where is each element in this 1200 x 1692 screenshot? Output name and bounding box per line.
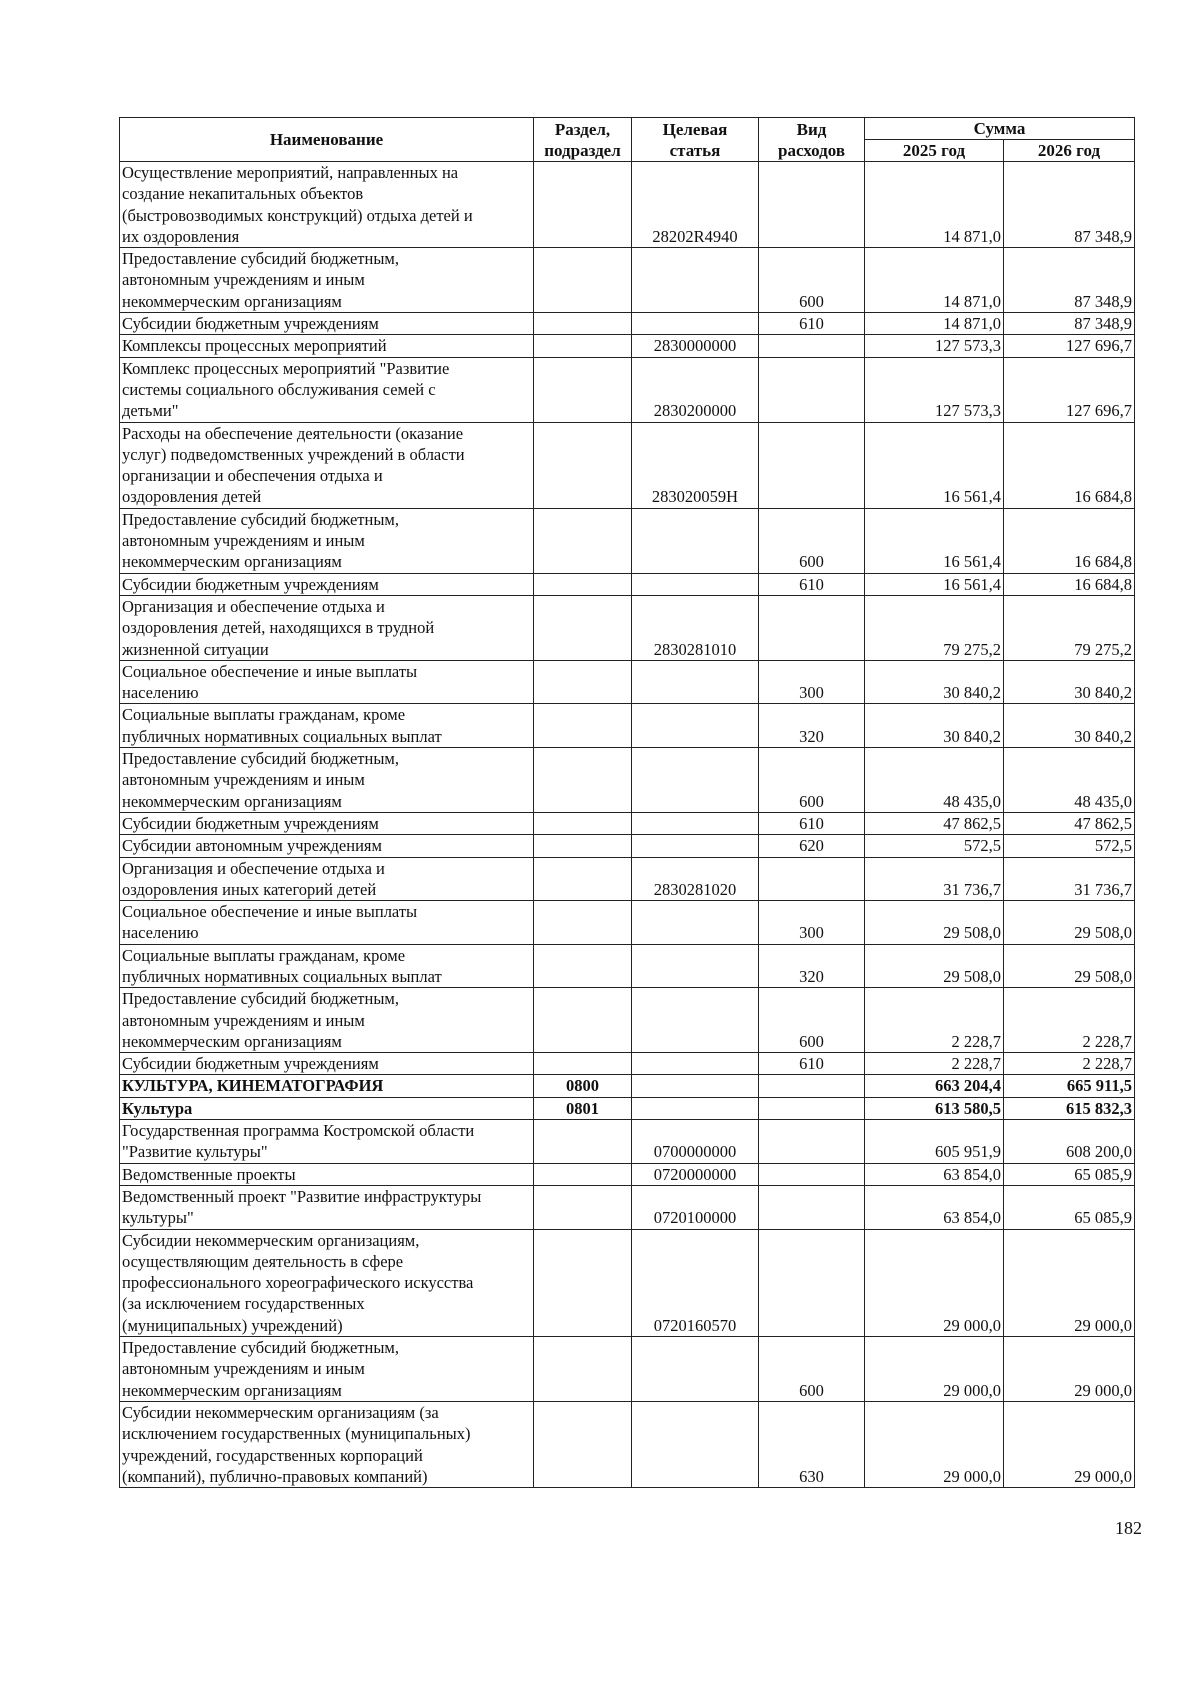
row-expense-type-cell: 630 <box>759 1401 865 1487</box>
row-section-cell <box>534 1229 632 1336</box>
header-target: Целевая статья <box>632 118 759 162</box>
row-name-cell: Расходы на обеспечение деятельности (оказание услуг) подведомственных учреждений в области организации и обеспечения отдыха и оздоровления детей <box>120 422 534 508</box>
row-name-cell: Субсидии бюджетным учреждениям <box>120 812 534 834</box>
row-sum-2025-cell: 613 580,5 <box>865 1097 1004 1119</box>
row-sum-2026-cell: 87 348,9 <box>1004 248 1135 313</box>
row-name-cell: Осуществление мероприятий, направленных на создание некапитальных объектов (быстровозводимых конструкций) отдыха детей и их оздоровления <box>120 162 534 248</box>
row-target-cell: 0720100000 <box>632 1185 759 1229</box>
table-row <box>120 857 1135 901</box>
row-expense-type-cell <box>759 1075 865 1097</box>
row-target-cell <box>632 1097 759 1119</box>
row-target-cell: 283020059Н <box>632 422 759 508</box>
row-target-cell: 28202R4940 <box>632 162 759 248</box>
row-sum-2026-cell: 30 840,2 <box>1004 704 1135 748</box>
row-sum-2026-cell: 87 348,9 <box>1004 162 1135 248</box>
table-body <box>120 162 1135 1488</box>
row-sum-2026-cell: 615 832,3 <box>1004 1097 1135 1119</box>
table-row <box>120 901 1135 945</box>
header-sum: Сумма <box>865 118 1135 140</box>
table-row <box>120 1337 1135 1402</box>
row-section-cell <box>534 1185 632 1229</box>
row-target-cell <box>632 573 759 595</box>
row-sum-2026-cell: 2 228,7 <box>1004 1053 1135 1075</box>
row-section-cell <box>534 944 632 988</box>
row-target-cell <box>632 748 759 813</box>
row-section-cell <box>534 508 632 573</box>
row-sum-2025-cell: 79 275,2 <box>865 595 1004 660</box>
row-name-cell: Субсидии бюджетным учреждениям <box>120 573 534 595</box>
row-target-cell <box>632 508 759 573</box>
row-name-cell: Культура <box>120 1097 534 1119</box>
row-section-cell: 0801 <box>534 1097 632 1119</box>
row-name-cell: Предоставление субсидий бюджетным, автономным учреждениям и иным некоммерческим организациям <box>120 248 534 313</box>
table-row <box>120 748 1135 813</box>
row-sum-2025-cell: 29 508,0 <box>865 944 1004 988</box>
table-row <box>120 1229 1135 1336</box>
table-row <box>120 1163 1135 1185</box>
table-row <box>120 1053 1135 1075</box>
row-name-cell: Социальные выплаты гражданам, кроме публичных нормативных социальных выплат <box>120 704 534 748</box>
row-sum-2025-cell: 30 840,2 <box>865 704 1004 748</box>
row-section-cell <box>534 357 632 422</box>
table-row <box>120 1401 1135 1487</box>
header-section: Раздел, подраздел <box>534 118 632 162</box>
row-sum-2025-cell: 2 228,7 <box>865 988 1004 1053</box>
row-name-cell: Ведомственный проект "Развитие инфраструктуры культуры" <box>120 1185 534 1229</box>
row-section-cell <box>534 1053 632 1075</box>
row-sum-2026-cell: 665 911,5 <box>1004 1075 1135 1097</box>
row-expense-type-cell <box>759 1185 865 1229</box>
row-section-cell <box>534 573 632 595</box>
table-header <box>120 118 1135 162</box>
row-sum-2025-cell: 16 561,4 <box>865 508 1004 573</box>
row-target-cell: 2830281010 <box>632 595 759 660</box>
row-name-cell: Субсидии некоммерческим организациям (за исключением государственных (муниципальных) учреждений, государственных корпораций (компаний), публично-правовых компаний) <box>120 1401 534 1487</box>
table-row <box>120 812 1135 834</box>
row-sum-2026-cell: 29 000,0 <box>1004 1229 1135 1336</box>
row-expense-type-cell: 600 <box>759 748 865 813</box>
row-sum-2026-cell: 127 696,7 <box>1004 357 1135 422</box>
row-name-cell: Предоставление субсидий бюджетным, автономным учреждениям и иным некоммерческим организациям <box>120 988 534 1053</box>
row-sum-2025-cell: 127 573,3 <box>865 357 1004 422</box>
row-target-cell <box>632 812 759 834</box>
row-sum-2026-cell: 87 348,9 <box>1004 313 1135 335</box>
row-sum-2025-cell: 29 000,0 <box>865 1229 1004 1336</box>
row-name-cell: Предоставление субсидий бюджетным, автономным учреждениям и иным некоммерческим организациям <box>120 748 534 813</box>
row-section-cell <box>534 857 632 901</box>
table-row <box>120 248 1135 313</box>
row-sum-2025-cell: 663 204,4 <box>865 1075 1004 1097</box>
row-expense-type-cell <box>759 357 865 422</box>
row-target-cell <box>632 1401 759 1487</box>
row-expense-type-cell: 610 <box>759 313 865 335</box>
row-expense-type-cell: 600 <box>759 248 865 313</box>
row-sum-2026-cell: 16 684,8 <box>1004 573 1135 595</box>
row-target-cell <box>632 1053 759 1075</box>
row-section-cell <box>534 704 632 748</box>
row-section-cell <box>534 422 632 508</box>
row-name-cell: Комплексы процессных мероприятий <box>120 335 534 357</box>
row-sum-2025-cell: 14 871,0 <box>865 248 1004 313</box>
row-section-cell <box>534 1401 632 1487</box>
row-expense-type-cell: 600 <box>759 988 865 1053</box>
row-section-cell: 0800 <box>534 1075 632 1097</box>
table-row <box>120 162 1135 248</box>
row-name-cell: Субсидии автономным учреждениям <box>120 835 534 857</box>
row-target-cell <box>632 704 759 748</box>
row-section-cell <box>534 1120 632 1164</box>
table-row <box>120 1185 1135 1229</box>
row-target-cell: 2830000000 <box>632 335 759 357</box>
row-sum-2026-cell: 29 000,0 <box>1004 1401 1135 1487</box>
row-expense-type-cell: 600 <box>759 508 865 573</box>
row-target-cell <box>632 835 759 857</box>
budget-table <box>119 117 1135 1488</box>
row-sum-2026-cell: 47 862,5 <box>1004 812 1135 834</box>
table-row <box>120 1120 1135 1164</box>
row-section-cell <box>534 835 632 857</box>
row-sum-2026-cell: 572,5 <box>1004 835 1135 857</box>
row-sum-2025-cell: 572,5 <box>865 835 1004 857</box>
row-sum-2026-cell: 30 840,2 <box>1004 660 1135 704</box>
row-sum-2025-cell: 2 228,7 <box>865 1053 1004 1075</box>
row-sum-2026-cell: 127 696,7 <box>1004 335 1135 357</box>
row-target-cell <box>632 248 759 313</box>
row-section-cell <box>534 748 632 813</box>
row-expense-type-cell <box>759 422 865 508</box>
row-expense-type-cell: 600 <box>759 1337 865 1402</box>
row-target-cell <box>632 1337 759 1402</box>
table-row <box>120 422 1135 508</box>
row-sum-2026-cell: 31 736,7 <box>1004 857 1135 901</box>
table-row <box>120 704 1135 748</box>
row-sum-2026-cell: 16 684,8 <box>1004 422 1135 508</box>
table-row <box>120 357 1135 422</box>
row-sum-2025-cell: 605 951,9 <box>865 1120 1004 1164</box>
row-sum-2025-cell: 31 736,7 <box>865 857 1004 901</box>
row-target-cell: 2830200000 <box>632 357 759 422</box>
table-row <box>120 595 1135 660</box>
row-section-cell <box>534 660 632 704</box>
row-sum-2025-cell: 16 561,4 <box>865 573 1004 595</box>
table-row <box>120 835 1135 857</box>
row-name-cell: Субсидии некоммерческим организациям, осуществляющим деятельность в сфере профессионального хореографического искусства (за исключением государственных (муниципальных) учреждений) <box>120 1229 534 1336</box>
row-expense-type-cell: 610 <box>759 812 865 834</box>
row-section-cell <box>534 313 632 335</box>
row-expense-type-cell: 300 <box>759 660 865 704</box>
row-sum-2026-cell: 79 275,2 <box>1004 595 1135 660</box>
row-sum-2025-cell: 127 573,3 <box>865 335 1004 357</box>
table-row <box>120 508 1135 573</box>
table-row <box>120 313 1135 335</box>
row-target-cell <box>632 901 759 945</box>
row-expense-type-cell <box>759 1097 865 1119</box>
row-name-cell: Ведомственные проекты <box>120 1163 534 1185</box>
row-sum-2025-cell: 29 508,0 <box>865 901 1004 945</box>
row-sum-2025-cell: 29 000,0 <box>865 1337 1004 1402</box>
row-target-cell <box>632 1075 759 1097</box>
row-sum-2025-cell: 63 854,0 <box>865 1163 1004 1185</box>
row-sum-2026-cell: 16 684,8 <box>1004 508 1135 573</box>
row-expense-type-cell <box>759 162 865 248</box>
row-name-cell: Организация и обеспечение отдыха и оздоровления иных категорий детей <box>120 857 534 901</box>
row-sum-2026-cell: 65 085,9 <box>1004 1185 1135 1229</box>
row-target-cell <box>632 660 759 704</box>
row-name-cell: Социальные выплаты гражданам, кроме публичных нормативных социальных выплат <box>120 944 534 988</box>
table-row <box>120 944 1135 988</box>
row-name-cell: КУЛЬТУРА, КИНЕМАТОГРАФИЯ <box>120 1075 534 1097</box>
row-name-cell: Комплекс процессных мероприятий "Развитие системы социального обслуживания семей с детьми" <box>120 357 534 422</box>
row-section-cell <box>534 812 632 834</box>
row-target-cell: 0700000000 <box>632 1120 759 1164</box>
row-section-cell <box>534 595 632 660</box>
row-target-cell <box>632 313 759 335</box>
row-section-cell <box>534 248 632 313</box>
row-sum-2026-cell: 29 508,0 <box>1004 944 1135 988</box>
row-expense-type-cell <box>759 595 865 660</box>
row-sum-2026-cell: 29 000,0 <box>1004 1337 1135 1402</box>
row-section-cell <box>534 162 632 248</box>
row-target-cell: 0720160570 <box>632 1229 759 1336</box>
page-number: 182 <box>1115 1518 1142 1538</box>
row-sum-2026-cell: 48 435,0 <box>1004 748 1135 813</box>
row-expense-type-cell <box>759 335 865 357</box>
row-name-cell: Социальное обеспечение и иные выплаты населению <box>120 660 534 704</box>
row-target-cell <box>632 944 759 988</box>
table-row <box>120 988 1135 1053</box>
table-row <box>120 335 1135 357</box>
row-section-cell <box>534 988 632 1053</box>
row-sum-2026-cell: 65 085,9 <box>1004 1163 1135 1185</box>
row-section-cell <box>534 901 632 945</box>
row-target-cell <box>632 988 759 1053</box>
row-expense-type-cell: 610 <box>759 573 865 595</box>
row-sum-2025-cell: 29 000,0 <box>865 1401 1004 1487</box>
row-name-cell: Социальное обеспечение и иные выплаты населению <box>120 901 534 945</box>
row-expense-type-cell: 320 <box>759 944 865 988</box>
row-expense-type-cell: 300 <box>759 901 865 945</box>
row-target-cell: 2830281020 <box>632 857 759 901</box>
row-sum-2025-cell: 63 854,0 <box>865 1185 1004 1229</box>
row-sum-2025-cell: 16 561,4 <box>865 422 1004 508</box>
row-section-cell <box>534 1337 632 1402</box>
row-name-cell: Субсидии бюджетным учреждениям <box>120 1053 534 1075</box>
row-section-cell <box>534 1163 632 1185</box>
row-section-cell <box>534 335 632 357</box>
row-sum-2026-cell: 2 228,7 <box>1004 988 1135 1053</box>
row-expense-type-cell <box>759 1163 865 1185</box>
row-expense-type-cell <box>759 857 865 901</box>
row-expense-type-cell: 620 <box>759 835 865 857</box>
row-expense-type-cell: 320 <box>759 704 865 748</box>
row-sum-2025-cell: 14 871,0 <box>865 162 1004 248</box>
row-name-cell: Государственная программа Костромской области "Развитие культуры" <box>120 1120 534 1164</box>
table-row <box>120 660 1135 704</box>
row-name-cell: Предоставление субсидий бюджетным, автономным учреждениям и иным некоммерческим организациям <box>120 508 534 573</box>
row-name-cell: Организация и обеспечение отдыха и оздоровления детей, находящихся в трудной жизненной ситуации <box>120 595 534 660</box>
row-sum-2026-cell: 29 508,0 <box>1004 901 1135 945</box>
header-year-2026: 2026 год <box>1004 140 1135 162</box>
table-row <box>120 1075 1135 1097</box>
row-sum-2025-cell: 30 840,2 <box>865 660 1004 704</box>
row-sum-2025-cell: 48 435,0 <box>865 748 1004 813</box>
row-expense-type-cell <box>759 1120 865 1164</box>
row-expense-type-cell <box>759 1229 865 1336</box>
row-sum-2025-cell: 14 871,0 <box>865 313 1004 335</box>
row-name-cell: Субсидии бюджетным учреждениям <box>120 313 534 335</box>
header-year-2025: 2025 год <box>865 140 1004 162</box>
row-sum-2025-cell: 47 862,5 <box>865 812 1004 834</box>
row-name-cell: Предоставление субсидий бюджетным, автономным учреждениям и иным некоммерческим организациям <box>120 1337 534 1402</box>
row-expense-type-cell: 610 <box>759 1053 865 1075</box>
row-target-cell: 0720000000 <box>632 1163 759 1185</box>
table-row <box>120 573 1135 595</box>
header-name: Наименование <box>120 118 534 162</box>
header-expense-type: Вид расходов <box>759 118 865 162</box>
row-sum-2026-cell: 608 200,0 <box>1004 1120 1135 1164</box>
table-row <box>120 1097 1135 1119</box>
